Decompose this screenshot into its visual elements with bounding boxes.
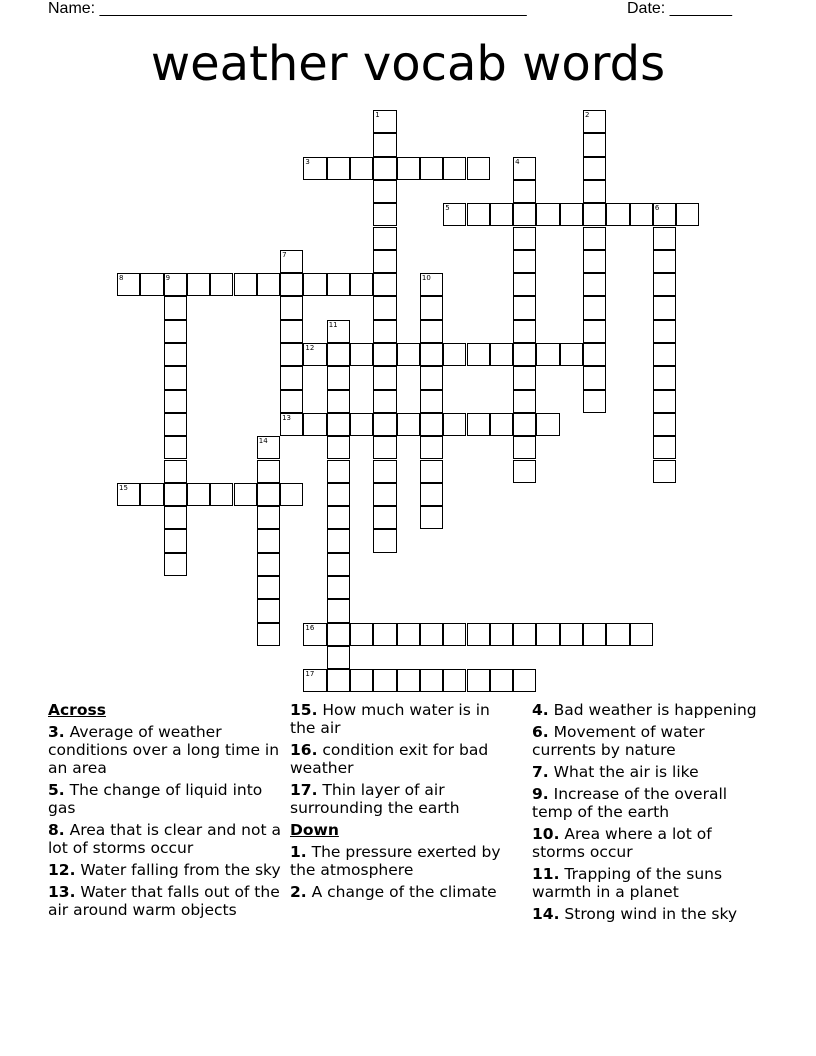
clue-number: 5. [48, 781, 65, 799]
grid-cell[interactable] [373, 436, 396, 459]
grid-cell[interactable] [280, 320, 303, 343]
grid-cell[interactable] [327, 366, 350, 389]
clue-item [290, 843, 515, 879]
grid-cell[interactable] [653, 227, 676, 250]
cell-number: 1 [375, 111, 380, 119]
grid-cell[interactable] [443, 623, 466, 646]
clue-item [48, 723, 283, 777]
clue-text: A change of the climate [311, 883, 497, 901]
clue-number: 1. [290, 843, 307, 861]
grid-cell[interactable] [373, 390, 396, 413]
grid-cell[interactable] [373, 203, 396, 226]
grid-cell[interactable] [630, 623, 653, 646]
grid-cell[interactable] [420, 343, 443, 366]
grid-cell[interactable] [327, 413, 350, 436]
clue-text: condition exit for bad weather [290, 741, 489, 777]
grid-cell[interactable] [583, 180, 606, 203]
grid-cell[interactable] [420, 157, 443, 180]
grid-cell[interactable] [373, 296, 396, 319]
grid-cell[interactable] [373, 529, 396, 552]
grid-cell[interactable] [373, 250, 396, 273]
clue-item [532, 763, 767, 781]
grid-cell[interactable] [420, 320, 443, 343]
grid-cell[interactable] [513, 460, 536, 483]
grid-cell[interactable] [257, 483, 280, 506]
grid-cell[interactable] [327, 576, 350, 599]
clue-number: 4. [532, 701, 549, 719]
grid-cell[interactable] [373, 669, 396, 692]
clue-column-2 [290, 701, 515, 905]
grid-cell[interactable] [653, 250, 676, 273]
grid-cell[interactable] [443, 413, 466, 436]
cell-number: 5 [445, 204, 450, 213]
grid-cell[interactable] [164, 483, 187, 506]
grid-cell[interactable] [373, 506, 396, 529]
clue-text: Trapping of the suns warmth in a planet [532, 865, 723, 901]
grid-cell[interactable] [373, 320, 396, 343]
clue-text: Thin layer of air surrounding the earth [290, 781, 460, 817]
clue-item [290, 883, 515, 901]
grid-cell[interactable] [420, 390, 443, 413]
grid-cell[interactable] [583, 390, 606, 413]
grid-cell[interactable] [373, 180, 396, 203]
grid-cell[interactable] [327, 599, 350, 622]
grid-cell[interactable] [630, 203, 653, 226]
grid-cell[interactable] [350, 157, 373, 180]
clue-text: What the air is like [553, 763, 699, 781]
grid-cell[interactable] [513, 669, 536, 692]
clue-text: How much water is in the air [290, 701, 490, 737]
clue-item [48, 883, 283, 919]
grid-cell[interactable] [234, 483, 257, 506]
grid-cell[interactable] [583, 320, 606, 343]
grid-cell[interactable] [373, 273, 396, 296]
grid-cell[interactable] [583, 273, 606, 296]
grid-cell[interactable] [653, 296, 676, 319]
grid-cell[interactable] [257, 599, 280, 622]
clue-text: Area where a lot of storms occur [532, 825, 712, 861]
grid-cell[interactable] [420, 366, 443, 389]
clue-number: 9. [532, 785, 549, 803]
grid-cell[interactable] [164, 366, 187, 389]
grid-cell[interactable] [467, 157, 490, 180]
clue-number: 6. [532, 723, 549, 741]
clue-number: 10. [532, 825, 560, 843]
grid-cell[interactable] [280, 343, 303, 366]
grid-cell[interactable] [257, 553, 280, 576]
grid-cell[interactable] [583, 296, 606, 319]
grid-cell[interactable] [583, 227, 606, 250]
grid-cell[interactable] [583, 623, 606, 646]
date-line: _______ [669, 0, 732, 17]
grid-cell[interactable] [513, 343, 536, 366]
clue-item [290, 741, 515, 777]
clue-text: Movement of water currents by nature [532, 723, 705, 759]
grid-cell[interactable] [373, 623, 396, 646]
grid-cell[interactable] [303, 273, 326, 296]
cell-number: 4 [515, 157, 520, 166]
grid-cell[interactable] [490, 669, 513, 692]
grid-cell[interactable] [373, 413, 396, 436]
grid-cell[interactable] [443, 343, 466, 366]
grid-cell[interactable] [327, 273, 350, 296]
grid-cell[interactable] [420, 483, 443, 506]
clue-number: 16. [290, 741, 318, 759]
grid-cell[interactable] [560, 623, 583, 646]
grid-cell[interactable] [513, 436, 536, 459]
grid-cell[interactable] [513, 366, 536, 389]
grid-cell[interactable] [164, 436, 187, 459]
grid-cell[interactable] [373, 366, 396, 389]
grid-cell[interactable] [513, 320, 536, 343]
clue-item [48, 861, 283, 879]
clue-text: The pressure exerted by the atmosphere [290, 843, 501, 879]
grid-cell[interactable] [443, 157, 466, 180]
grid-cell[interactable] [490, 623, 513, 646]
down-heading: Down [290, 821, 339, 839]
grid-cell[interactable] [513, 273, 536, 296]
grid-cell[interactable] [653, 320, 676, 343]
clue-item [532, 865, 767, 901]
grid-cell[interactable] [513, 413, 536, 436]
cell-number: 12 [305, 344, 315, 352]
grid-cell[interactable] [467, 669, 490, 692]
grid-cell[interactable] [513, 390, 536, 413]
grid-cell[interactable] [164, 320, 187, 343]
clue-column-3 [532, 701, 767, 927]
grid-cell[interactable] [303, 413, 326, 436]
grid-cell[interactable] [327, 669, 350, 692]
clue-text: The change of liquid into gas [48, 781, 263, 817]
grid-cell[interactable] [583, 250, 606, 273]
clue-text: Increase of the overall temp of the earth [532, 785, 728, 821]
grid-cell[interactable] [327, 460, 350, 483]
grid-cell[interactable] [583, 203, 606, 226]
grid-cell[interactable] [560, 343, 583, 366]
grid-cell[interactable] [234, 273, 257, 296]
grid-cell[interactable] [653, 436, 676, 459]
grid-cell[interactable] [443, 669, 466, 692]
cell-number: 13 [282, 413, 292, 422]
grid-cell[interactable] [164, 460, 187, 483]
grid-cell[interactable] [350, 413, 373, 436]
grid-cell[interactable] [164, 390, 187, 413]
grid-cell[interactable] [536, 413, 559, 436]
grid-cell[interactable] [257, 529, 280, 552]
grid-cell[interactable] [373, 460, 396, 483]
cell-number: 14 [258, 437, 268, 446]
grid-cell[interactable] [653, 460, 676, 483]
grid-cell[interactable] [583, 366, 606, 389]
grid-cell[interactable] [397, 669, 420, 692]
grid-cell[interactable] [140, 273, 163, 296]
grid-cell[interactable] [257, 576, 280, 599]
grid-cell[interactable] [280, 390, 303, 413]
grid-cell[interactable] [397, 343, 420, 366]
grid-cell[interactable] [606, 203, 629, 226]
grid-cell[interactable] [327, 157, 350, 180]
grid-cell[interactable] [327, 343, 350, 366]
grid-cell[interactable] [187, 483, 210, 506]
grid-cell[interactable] [653, 413, 676, 436]
grid-cell[interactable] [373, 227, 396, 250]
grid-cell[interactable] [373, 133, 396, 156]
name-label: Name: [48, 0, 96, 17]
grid-cell[interactable] [280, 483, 303, 506]
grid-cell[interactable] [467, 623, 490, 646]
grid-cell[interactable] [606, 623, 629, 646]
name-line: ________________________________________________ [99, 0, 527, 17]
grid-cell[interactable] [327, 529, 350, 552]
clue-number: 17. [290, 781, 318, 799]
grid-cell[interactable] [513, 296, 536, 319]
grid-cell[interactable] [536, 623, 559, 646]
cell-number: 9 [165, 274, 171, 283]
grid-cell[interactable] [676, 203, 699, 226]
grid-cell[interactable] [420, 460, 443, 483]
grid-cell[interactable] [420, 506, 443, 529]
clue-number: 14. [532, 905, 560, 923]
clue-number: 13. [48, 883, 76, 901]
grid-cell[interactable] [420, 413, 443, 436]
clue-column-1 [48, 701, 283, 923]
grid-cell[interactable] [187, 273, 210, 296]
grid-cell[interactable] [583, 157, 606, 180]
clue-item [48, 821, 283, 857]
grid-cell[interactable] [560, 203, 583, 226]
grid-cell[interactable] [513, 180, 536, 203]
grid-cell[interactable] [350, 669, 373, 692]
grid-cell[interactable] [210, 273, 233, 296]
grid-cell[interactable] [653, 366, 676, 389]
grid-cell[interactable] [164, 506, 187, 529]
grid-cell[interactable] [513, 203, 536, 226]
clue-number: 8. [48, 821, 65, 839]
clue-text: Area that is clear and not a lot of storms occur [48, 821, 281, 857]
grid-cell[interactable] [327, 623, 350, 646]
clue-number: 11. [532, 865, 560, 883]
grid-cell[interactable] [257, 273, 280, 296]
grid-cell[interactable] [583, 133, 606, 156]
cell-number: 11 [328, 320, 338, 329]
grid-cell[interactable] [397, 413, 420, 436]
grid-cell[interactable] [327, 506, 350, 529]
clue-item [290, 701, 515, 737]
cell-number: 17 [305, 670, 315, 679]
grid-cell[interactable] [350, 273, 373, 296]
grid-cell[interactable] [653, 343, 676, 366]
grid-cell[interactable] [397, 623, 420, 646]
page-title: weather vocab words [150, 36, 666, 92]
grid-cell[interactable] [373, 343, 396, 366]
clue-text: Bad weather is happening [553, 701, 757, 719]
grid-cell[interactable] [280, 366, 303, 389]
grid-cell[interactable] [350, 623, 373, 646]
clue-text: Water that falls out of the air around warm objects [48, 883, 280, 919]
cell-number: 7 [282, 250, 287, 259]
cell-number: 6 [654, 204, 660, 213]
grid-cell[interactable] [490, 413, 513, 436]
grid-cell[interactable] [467, 203, 490, 226]
clue-number: 3. [48, 723, 65, 741]
clue-text: Average of weather conditions over a long time in an area [48, 723, 280, 777]
grid-cell[interactable] [467, 343, 490, 366]
grid-cell[interactable] [420, 296, 443, 319]
grid-cell[interactable] [257, 623, 280, 646]
grid-cell[interactable] [653, 390, 676, 413]
grid-cell[interactable] [280, 273, 303, 296]
clue-number: 15. [290, 701, 318, 719]
grid-cell[interactable] [513, 250, 536, 273]
grid-cell[interactable] [164, 343, 187, 366]
cell-number: 16 [305, 623, 315, 632]
clue-item [290, 781, 515, 817]
grid-cell[interactable] [327, 553, 350, 576]
grid-cell[interactable] [164, 413, 187, 436]
grid-cell[interactable] [373, 157, 396, 180]
grid-cell[interactable] [397, 157, 420, 180]
grid-cell[interactable] [350, 343, 373, 366]
grid-cell[interactable] [140, 483, 163, 506]
cell-number: 8 [119, 274, 124, 283]
grid-cell[interactable] [513, 227, 536, 250]
grid-cell[interactable] [490, 203, 513, 226]
grid-cell[interactable] [327, 646, 350, 669]
grid-cell[interactable] [653, 273, 676, 296]
clue-item [532, 825, 767, 861]
grid-cell[interactable] [280, 296, 303, 319]
cell-number: 15 [119, 483, 128, 492]
grid-cell[interactable] [420, 669, 443, 692]
grid-cell[interactable] [467, 413, 490, 436]
cell-number: 3 [305, 157, 310, 166]
grid-cell[interactable] [420, 623, 443, 646]
clue-number: 12. [48, 861, 76, 879]
clue-item [532, 723, 767, 759]
grid-cell[interactable] [373, 483, 396, 506]
grid-cell[interactable] [327, 483, 350, 506]
grid-cell[interactable] [513, 623, 536, 646]
clue-item [48, 781, 283, 817]
cell-number: 2 [585, 111, 590, 119]
grid-cell[interactable] [327, 436, 350, 459]
grid-cell[interactable] [164, 529, 187, 552]
grid-cell[interactable] [420, 436, 443, 459]
grid-cell[interactable] [164, 553, 187, 576]
grid-cell[interactable] [327, 390, 350, 413]
grid-cell[interactable] [536, 343, 559, 366]
grid-cell[interactable] [164, 296, 187, 319]
cell-number: 10 [421, 274, 431, 283]
clue-text: Water falling from the sky [80, 861, 281, 879]
clue-item [532, 701, 767, 719]
grid-cell[interactable] [536, 203, 559, 226]
date-label: Date: [627, 0, 666, 17]
clue-number: 7. [532, 763, 549, 781]
grid-cell[interactable] [257, 460, 280, 483]
grid-cell[interactable] [490, 343, 513, 366]
grid-cell[interactable] [210, 483, 233, 506]
across-heading: Across [48, 701, 106, 719]
clue-item [532, 785, 767, 821]
clue-number: 2. [290, 883, 307, 901]
grid-cell[interactable] [583, 343, 606, 366]
grid-cell[interactable] [257, 506, 280, 529]
clue-item [532, 905, 767, 923]
clue-text: Strong wind in the sky [564, 905, 738, 923]
